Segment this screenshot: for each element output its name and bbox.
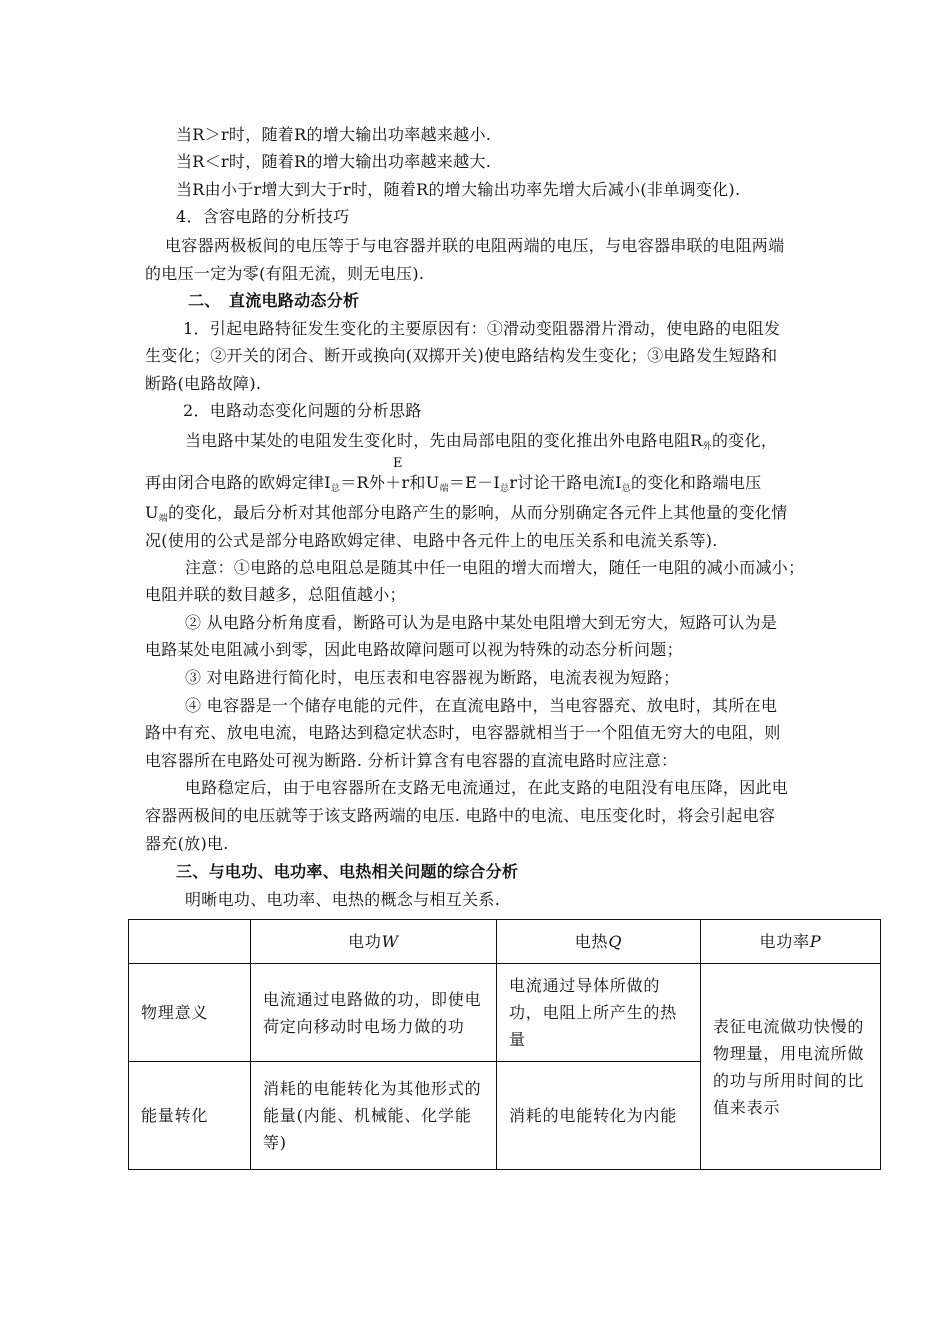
cell-heat: 消耗的电能转化为内能: [497, 1062, 701, 1170]
text-line: 当R由小于r增大到大于r时，随着R的增大输出功率先增大后减小(非单调变化).: [176, 180, 741, 199]
cell-work: 电流通过电路做的功，即使电荷定向移动时电场力做的功: [251, 964, 497, 1062]
cell-heat: 电流通过导体所做的功，电阻上所产生的热量: [497, 964, 701, 1062]
table-header-heat: 电热Q: [497, 920, 701, 964]
text-line: 电容器两极板间的电压等于与电容器并联的电阻两端的电压，与电容器串联的电阻两端: [165, 236, 785, 255]
text-line: 4．含容电路的分析技巧: [176, 207, 350, 226]
text-line: 电路某处电阻减小到零，因此电路故障问题可以视为特殊的动态分析问题；: [145, 640, 683, 659]
text-line: 路中有充、放电电流，电路达到稳定状态时，电容器就相当于一个阻值无穷大的电阻，则: [145, 723, 781, 742]
cell-work: 消耗的电能转化为其他形式的能量(内能、机械能、化学能等): [251, 1062, 497, 1170]
text-line: 电容器所在电路处可视为断路. 分析计算含有电容器的直流电路时应注意：: [145, 751, 678, 770]
text-line: 2．电路动态变化问题的分析思路: [183, 401, 422, 420]
text-line: 况(使用的公式是部分电路欧姆定律、电路中各元件上的电压关系和电流关系等).: [145, 531, 718, 550]
table-header-work: 电功W: [251, 920, 497, 964]
text-line: 明晰电功、电功率、电热的概念与相互关系.: [185, 890, 501, 909]
text-line: 的电压一定为零(有阻无流，则无电压).: [145, 264, 425, 283]
text-line: 当R＞r时，随着R的增大输出功率越来越小.: [176, 125, 492, 144]
text-line: 器充(放)电.: [145, 834, 229, 853]
fraction-numerator: E: [393, 456, 403, 471]
row-label: 能量转化: [129, 1062, 251, 1170]
text-line: ④ 电容器是一个储存电能的元件，在直流电路中，当电容器充、放电时，其所在电: [185, 696, 778, 715]
table-row: [129, 964, 881, 1062]
text-line: $U_端$的变化，最后分析对其他部分电路产生的影响，从而分别确定各元件上其他量的变化情: [145, 503, 788, 524]
text-line: 注意：①电路的总电阻总是随其中任一电阻的增大而增大，随任一电阻的减小而减小；: [185, 558, 805, 577]
section-heading-2: 二、 直流电路动态分析: [188, 291, 360, 310]
table-header-row: [129, 920, 881, 964]
text-line: 再由闭合电路的欧姆定律$I_总=R$外＋r和$U_端=E-I_总r$讨论干路电流$I_总$的变化和路端电压: [145, 473, 762, 494]
table-header-empty: [129, 920, 251, 964]
text-line: 容器两极间的电压就等于该支路两端的电压. 电路中的电流、电压变化时，将会引起电容: [145, 806, 776, 825]
text-line: 电阻并联的数目越多，总阻值越小；: [145, 585, 406, 604]
text-line: 电路稳定后，由于电容器所在支路无电流通过，在此支路的电阻没有电压降，因此电: [185, 778, 789, 797]
text-line: 1．引起电路特征发生变化的主要原因有：①滑动变阻器滑片滑动，使电路的电阻发: [183, 319, 781, 338]
text-line: 当电路中某处的电阻发生变化时，先由局部电阻的变化推出外电路电阻$R_外$的变化，: [185, 431, 778, 452]
text-line: 当R＜r时，随着R的增大输出功率越来越大.: [176, 152, 492, 171]
row-label: 物理意义: [129, 964, 251, 1062]
section-heading-3: 三、与电功、电功率、电热相关问题的综合分析: [176, 862, 519, 881]
comparison-table: [128, 919, 881, 1170]
cell-power-desc: 表征电流做功快慢的物理量，用电流所做的功与所用时间的比值来表示: [701, 964, 881, 1170]
text-line: ③ 对电路进行简化时，电压表和电容器视为断路，电流表视为短路；: [185, 668, 680, 687]
text-line: 断路(电路故障).: [145, 374, 262, 393]
text-line: ② 从电路分析角度看，断路可认为是电路中某处电阻增大到无穷大，短路可认为是: [185, 613, 778, 632]
table-header-power: 电功率P: [701, 920, 881, 964]
text-line: 生变化；②开关的闭合、断开或换向(双掷开关)使电路结构发生变化；③电路发生短路和: [145, 346, 778, 365]
